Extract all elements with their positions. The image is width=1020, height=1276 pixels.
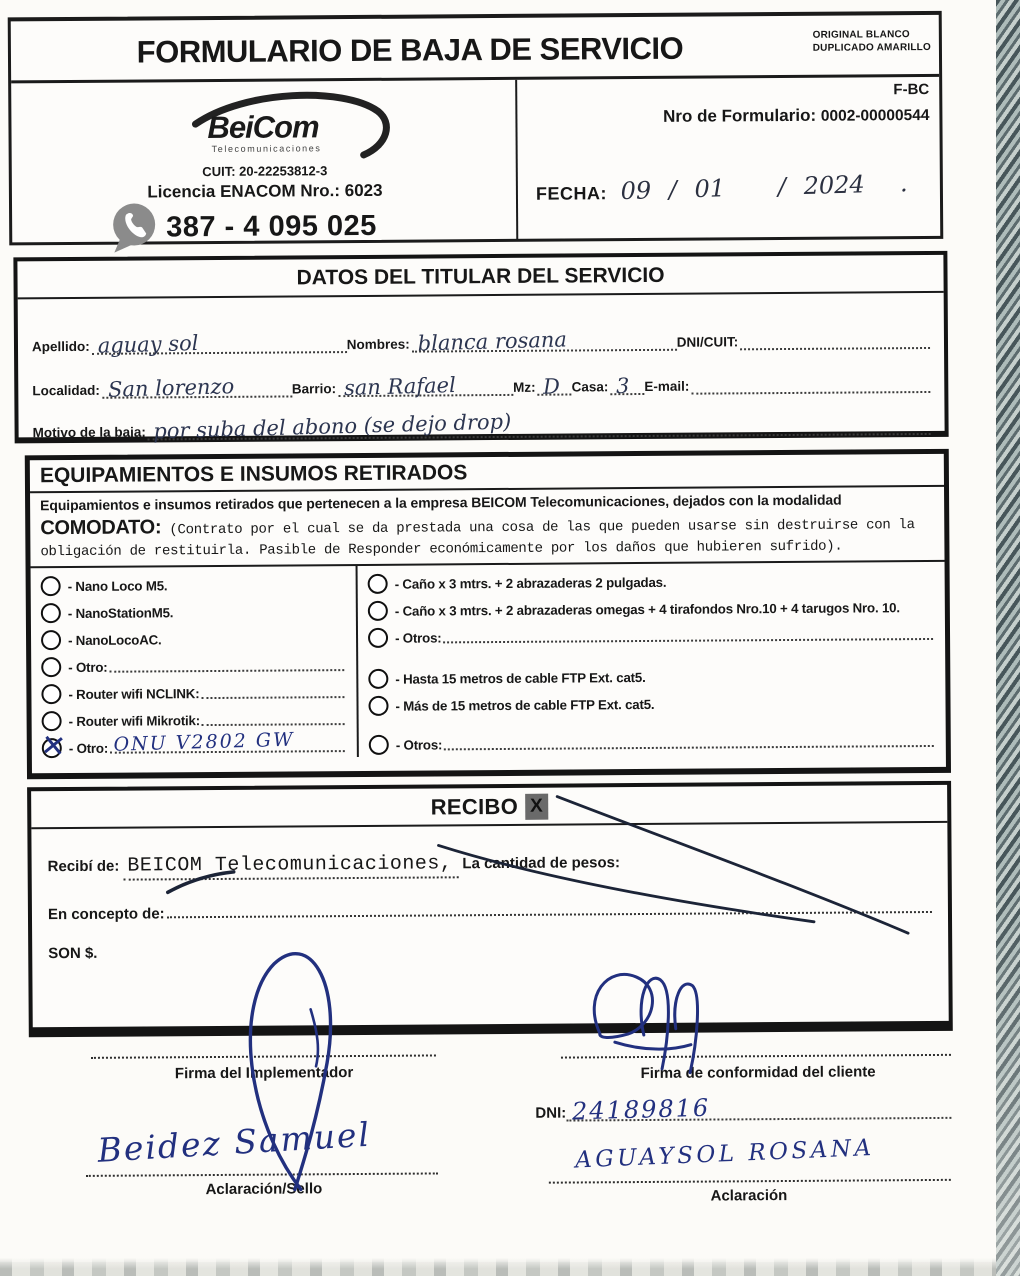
radio-circle-icon (368, 574, 388, 594)
equip-option-otro-2 (42, 729, 349, 761)
brand-phone: 387 - 4 095 025 (166, 209, 377, 243)
aclaracion-label: Aclaración (710, 1187, 788, 1205)
dotted-leader (444, 731, 934, 750)
brand-license: Licencia ENACOM Nro.: 6023 (147, 180, 383, 202)
email-field (691, 371, 930, 395)
dni-cuit-label: DNI/CUIT: (676, 334, 739, 350)
equip-option-label: - Router wifi NCLINK: (68, 686, 200, 702)
equip-option-cano-abrazaderas (368, 568, 937, 597)
dni-label: DNI: (535, 1104, 567, 1122)
form-number-line (663, 105, 929, 127)
aclaracion-sello-line (86, 1172, 438, 1176)
apellido-label: Apellido: (31, 338, 90, 355)
dni-handwritten-value: 24189816 (571, 1093, 711, 1126)
date-label: FECHA: (535, 183, 608, 204)
localidad-field (102, 374, 292, 402)
radio-circle-icon (41, 630, 61, 650)
radio-circle-icon (41, 603, 61, 623)
dotted-leader (167, 899, 932, 918)
equipos-left-column (31, 566, 359, 759)
header-box (8, 11, 944, 246)
dotted-leader (109, 655, 344, 673)
concepto-label: En concepto de: (47, 905, 165, 924)
recibo-x-checkbox: X (525, 794, 548, 820)
equip-option-label: - Otro: (68, 659, 108, 675)
brand-name: BeiCom (207, 109, 319, 146)
barrio-field (338, 372, 513, 401)
copy-note-line2: DUPLICADO AMARILLO (812, 41, 931, 54)
aclaracion-sello-label: Aclaración/Sello (205, 1180, 323, 1199)
equip-option-otros-2 (369, 729, 938, 758)
equip-option-mas-15m (368, 690, 937, 719)
equip-option-nanoloco-ac (41, 626, 348, 653)
equip-option-label: - NanoLocoAC. (68, 632, 162, 648)
radio-circle-icon (369, 735, 389, 755)
equipos-intro: Equipamientos e insumos retirados que pertenecen a la empresa BEICOM Telecomunicaciones, dejados con la modalidad (40, 491, 842, 514)
equip-option-hasta-15m (368, 663, 937, 692)
equip-option-label: - Más de 15 metros de cable FTP Ext. cat5. (395, 696, 655, 714)
radio-circle-icon (368, 628, 388, 648)
motivo-field (148, 409, 931, 444)
recibo-box (27, 781, 953, 1037)
radio-circle-icon (41, 684, 61, 704)
recibo-line-1 (48, 849, 932, 881)
beicom-logo (171, 91, 401, 159)
whatsapp-icon (108, 200, 160, 254)
scan-bottom-band (0, 1258, 996, 1276)
implementador-signature-line (91, 1054, 436, 1058)
equip-option-router-mikrotik (42, 707, 349, 734)
form-number-value: 0002-00000544 (820, 106, 930, 125)
equip-option-otros-1 (368, 622, 937, 651)
equip-option-label: - Caño x 3 mtrs. + 2 abrazaderas omegas + 4 tirafondos Nro.10 + 4 tarugos Nro. 10. (394, 600, 900, 619)
mz-label: Mz: (513, 379, 536, 395)
equip-option-otro-1 (41, 653, 348, 680)
cantidad-pesos-label: La cantidad de pesos: (462, 854, 620, 873)
titular-row-3 (32, 405, 930, 444)
recibo-title-row (31, 785, 947, 829)
son-pesos-label: SON $. (48, 944, 98, 963)
equip-option-label: ✕ - Otro: (68, 740, 109, 756)
nombres-label: Nombres: (346, 336, 410, 353)
equip-option-nano-loco-m5 (41, 572, 348, 599)
equip-option-label: - Otros: (394, 630, 442, 646)
radio-circle-icon (368, 696, 388, 716)
phone-row (108, 199, 377, 255)
equipos-right-column (358, 562, 946, 757)
header-brand-panel (11, 80, 518, 244)
comodato-paragraph (30, 508, 944, 566)
recibo-line-3 (48, 939, 932, 962)
equip-option-nanostation-m5 (41, 599, 348, 626)
header-title-row (11, 15, 939, 83)
localidad-label: Localidad: (32, 382, 100, 399)
titular-row-1 (31, 319, 930, 358)
form-number-label: Nro de Formulario: (663, 105, 821, 126)
dni-field (566, 1093, 951, 1126)
copy-note-line1: ORIGINAL BLANCO (812, 29, 910, 41)
recibi-de-label: Recibí de: (47, 857, 120, 876)
brand-cuit: CUIT: 20-22253812-3 (202, 163, 328, 180)
dotted-leader (201, 682, 344, 699)
copy-note (813, 28, 931, 55)
casa-field (610, 373, 644, 399)
recibo-title: RECIBO (430, 793, 519, 820)
apellido-field (92, 330, 347, 358)
dotted-leader (110, 729, 345, 757)
cliente-signature-label: Firma de conformidad del cliente (640, 1063, 876, 1083)
titular-row-2 (32, 363, 930, 402)
radio-circle-icon (368, 601, 388, 621)
mz-field (537, 373, 571, 399)
motivo-label: Motivo de la baja: (32, 424, 146, 441)
apellido-handwritten-value: aguay sol (97, 330, 199, 358)
recibi-de-value: BEICOM Telecomunicaciones, (123, 852, 458, 880)
form-title: FORMULARIO DE BAJA DE SERVICIO (136, 30, 684, 70)
localidad-handwritten-value: San lorenzo (107, 374, 235, 402)
date-handwritten-value: 09 / 01 / 2024 . (620, 169, 908, 206)
equipos-box (25, 449, 951, 779)
barrio-label: Barrio: (291, 381, 337, 397)
comodato-label: COMODATO: (40, 516, 162, 540)
cliente-signature-line (561, 1054, 951, 1059)
equipos-options (31, 560, 946, 759)
equip-option-cano-omegas (368, 595, 937, 624)
cliente-name-handwritten: AGUAYSOL ROSANA (574, 1134, 876, 1174)
equip-option-label: - Router wifi Mikrotik: (68, 713, 200, 729)
email-label: E-mail: (644, 378, 690, 394)
equip-option-label: - Hasta 15 metros de cable FTP Ext. cat5. (395, 669, 646, 687)
scan-edge-stripe-band (996, 0, 1020, 1276)
brand-tagline: Telecomunicaciones (211, 143, 322, 155)
nombres-handwritten-value: blanca rosana (417, 327, 567, 356)
casa-handwritten-value: 3 (615, 373, 630, 399)
barrio-handwritten-value: san Rafael (343, 372, 456, 401)
radio-circle-icon (368, 669, 388, 689)
titular-title: DATOS DEL TITULAR DEL SERVICIO (17, 255, 943, 299)
otro-handwritten-value: ONU V2802 GW (113, 729, 296, 757)
equip-option-label: - Otros: (395, 737, 443, 753)
dni-cuit-field (740, 327, 930, 350)
dotted-leader (443, 624, 933, 643)
motivo-handwritten-value: por suba del abono (se dejo drop) (153, 409, 512, 444)
implementador-signature-label: Firma del Implementador (174, 1064, 354, 1083)
recibo-line-2 (48, 899, 932, 923)
equip-option-label: - NanoStationM5. (67, 605, 174, 621)
header-form-meta (517, 77, 940, 240)
date-line (535, 169, 908, 206)
equip-option-label: - Caño x 3 mtrs. + 2 abrazaderas 2 pulgadas. (394, 574, 667, 592)
radio-circle-icon (41, 576, 61, 596)
nombres-field (412, 327, 677, 356)
form-code: F-BC (893, 80, 930, 99)
header-body (11, 77, 940, 243)
equip-option-router-nclink (41, 680, 348, 707)
dotted-leader (202, 709, 345, 726)
implementador-name-handwritten: Beidez Samuel (96, 1114, 373, 1170)
mz-handwritten-value: D (542, 374, 561, 399)
aclaracion-line (549, 1179, 951, 1184)
equip-option-label: - Nano Loco M5. (67, 578, 168, 594)
equipos-title: EQUIPAMIENTOS E INSUMOS RETIRADOS (30, 454, 944, 493)
casa-label: Casa: (571, 379, 609, 395)
comodato-text: (Contrato por el cual se da prestada una cosa de las que pueden usarse sin destruirse con la obligación de restituirla. Pasible de Responder económicamente por los daños que hubieren sufrido). (40, 517, 915, 560)
cliente-dni-row (535, 1093, 951, 1126)
radio-circle-icon (42, 738, 62, 758)
radio-circle-icon (41, 657, 61, 677)
titular-box (13, 251, 948, 444)
